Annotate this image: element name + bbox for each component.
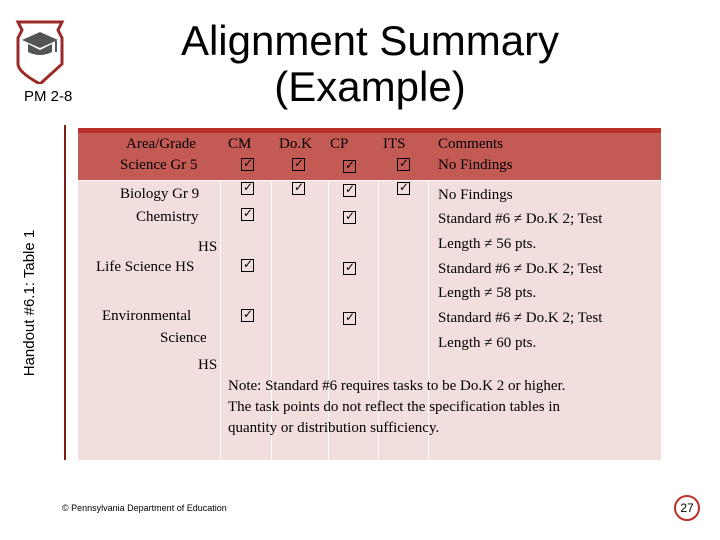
column-header-dok: Do.K — [279, 136, 312, 152]
column-divider — [220, 180, 221, 460]
row-comment: Standard #6 ≠ Do.K 2; Test — [438, 211, 603, 227]
row-area-life-science-hs: Life Science HS — [96, 259, 195, 275]
row-area-science: Science — [160, 330, 207, 346]
row-comment: Standard #6 ≠ Do.K 2; Test — [438, 310, 603, 326]
title-line-1: Alignment Summary — [180, 17, 560, 64]
row-area-science-gr5: Science Gr 5 — [120, 157, 198, 173]
checkbox-checked-icon — [292, 182, 305, 195]
checkbox-checked-icon — [241, 158, 254, 171]
row-area-chemistry-hs: HS — [198, 239, 218, 255]
row-comment: Standard #6 ≠ Do.K 2; Test — [438, 261, 603, 277]
column-header-its: ITS — [383, 136, 406, 152]
copyright-footer: © Pennsylvania Department of Education — [62, 503, 227, 513]
checkbox-checked-icon — [343, 184, 356, 197]
checkbox-checked-icon — [343, 312, 356, 325]
column-header-cm: CM — [228, 136, 252, 152]
page-title — [110, 18, 630, 110]
checkbox-checked-icon — [343, 262, 356, 275]
row-comment: No Findings — [438, 157, 513, 173]
keystone-logo-icon — [14, 20, 66, 84]
checkbox-checked-icon — [241, 182, 254, 195]
row-area-biology-gr9: Biology Gr 9 — [120, 186, 200, 202]
row-divider — [78, 180, 661, 181]
checkbox-checked-icon — [343, 160, 356, 173]
column-header-cp: CP — [330, 136, 349, 152]
table-note: Note: Standard #6 requires tasks to be Do.K 2 or higher. The task points do not reflect the specification tables in quantity or distribution sufficiency. — [228, 378, 566, 436]
checkbox-checked-icon — [241, 309, 254, 322]
row-area-environmental-hs: HS — [198, 357, 218, 373]
checkbox-checked-icon — [241, 259, 254, 272]
column-header-comments: Comments — [438, 136, 504, 152]
row-area-environmental: Environmental — [102, 308, 192, 324]
row-area-chemistry: Chemistry — [136, 209, 199, 225]
column-header-area: Area/Grade — [126, 136, 196, 152]
checkbox-checked-icon — [397, 158, 410, 171]
pm-label: PM 2-8 — [24, 88, 73, 105]
row-comment: Length ≠ 56 pts. — [438, 236, 537, 252]
checkbox-checked-icon — [241, 208, 254, 221]
checkbox-checked-icon — [292, 158, 305, 171]
row-comment: Length ≠ 58 pts. — [438, 285, 537, 301]
row-comment: Length ≠ 60 pts. — [438, 335, 537, 351]
row-comment: No Findings — [438, 187, 513, 203]
handout-side-label: Handout #6.1: Table 1 — [21, 229, 38, 377]
title-line-2: (Example) — [274, 63, 466, 110]
checkbox-checked-icon — [397, 182, 410, 195]
checkbox-checked-icon — [343, 211, 356, 224]
page-number-badge: 27 — [674, 495, 700, 521]
